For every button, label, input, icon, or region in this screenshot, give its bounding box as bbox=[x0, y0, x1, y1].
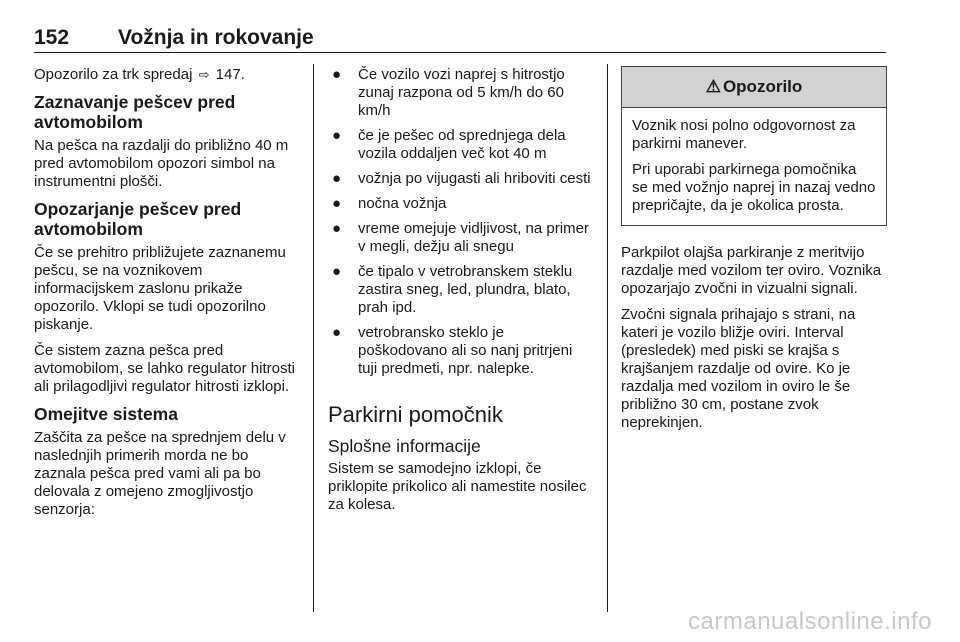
watermark: carmanualsonline.info bbox=[688, 608, 932, 635]
list-item bbox=[328, 195, 594, 213]
warning-triangle-icon: ⚠ bbox=[705, 77, 721, 96]
bullet-icon: ● bbox=[332, 263, 342, 280]
column-divider bbox=[607, 64, 608, 612]
paragraph: Parkpilot olajša parkiranje z meritvijo razdalje med vozilom ter oviro. Voznika opozarjajo zvočni in vizualni signali. bbox=[621, 244, 882, 297]
paragraph: Voznik nosi polno odgovornost za parkirni manever. bbox=[632, 117, 856, 152]
section-heading: Omejitve sistema bbox=[34, 404, 178, 424]
list-item-text: Če vozilo vozi naprej s hitrostjo zunaj razpona od 5 km/h do 60 km/h bbox=[358, 66, 565, 119]
paragraph: Na pešca na razdalji do približno 40 m pred avtomobilom opozori simbol na instrumentni plošči. bbox=[34, 137, 289, 190]
section-title: Parkirni pomočnik bbox=[328, 402, 503, 427]
list-item bbox=[328, 66, 594, 120]
list-item-text: nočna vožnja bbox=[358, 195, 447, 212]
column-2 bbox=[328, 66, 594, 522]
list-item bbox=[328, 263, 594, 317]
bullet-icon: ● bbox=[332, 66, 342, 83]
bullet-icon: ● bbox=[332, 170, 342, 187]
warning-box bbox=[621, 66, 887, 226]
bullet-list bbox=[328, 66, 594, 378]
paragraph: Zaščita za pešce na sprednjem delu v naslednjih primerih morda ne bo zaznala pešca pred vami ali pa bo delovala z omejeno zmogljivostjo senzorja: bbox=[34, 429, 286, 518]
list-item-text: če tipalo v vetrobranskem steklu zastira sneg, led, plundra, blato, prah ipd. bbox=[358, 263, 573, 316]
page-header bbox=[34, 22, 886, 53]
page-title: Vožnja in rokovanje bbox=[118, 26, 314, 49]
section-heading: Zaznavanje pešcev pred avtomobilom bbox=[34, 92, 236, 132]
list-item-text: vožnja po vijugasti ali hriboviti cesti bbox=[358, 170, 591, 187]
bullet-icon: ● bbox=[332, 324, 342, 341]
paragraph: Pri uporabi parkirnega pomočnika se med vožnjo naprej in nazaj vedno prepričajte, da je okolica prosta. bbox=[632, 161, 876, 214]
column-1 bbox=[34, 66, 300, 527]
list-item-text: vetrobransko steklo je poškodovano ali so nanj pritrjeni tuji predmeti, npr. nalepke. bbox=[358, 324, 573, 377]
section-heading: Opozarjanje pešcev pred avtomobilom bbox=[34, 199, 242, 239]
paragraph: Če se prehitro približujete zaznanemu pešcu, se na voznikovem informacijskem zaslonu prikaže opozorilo. Vklopi se tudi opozorilno piskanje. bbox=[34, 244, 286, 333]
cross-reference-link[interactable]: 147. bbox=[215, 66, 245, 83]
paragraph: Če sistem zazna pešca pred avtomobilom, se lahko regulator hitrosti ali prilagodljivi regulator hitrosti izklopi. bbox=[34, 342, 295, 395]
arrow-right-icon: ⇨ bbox=[198, 67, 210, 82]
warning-header bbox=[622, 67, 886, 108]
column-3 bbox=[621, 66, 887, 440]
list-item bbox=[328, 170, 594, 188]
list-item bbox=[328, 220, 594, 256]
bullet-icon: ● bbox=[332, 127, 342, 144]
subsection-title: Splošne informacije bbox=[328, 436, 481, 456]
bullet-icon: ● bbox=[332, 195, 342, 212]
page-number: 152 bbox=[34, 26, 70, 49]
list-item-text: če je pešec od sprednjega dela vozila oddaljen več kot 40 m bbox=[358, 127, 566, 162]
column-divider bbox=[313, 64, 314, 612]
list-item-text: vreme omejuje vidljivost, na primer v megli, dežju ali snegu bbox=[358, 220, 589, 255]
warning-title: Opozorilo bbox=[722, 77, 803, 96]
paragraph: Zvočni signala prihajajo s strani, na kateri je vozilo bližje oviri. Interval (presledek) med piski se krajša s krajšanjem razdalje od ovire. Ko je razdalja med vozilom in oviro le še približno 30 cm, postane zvok neprekinjen. bbox=[621, 306, 856, 431]
list-item bbox=[328, 127, 594, 163]
list-item bbox=[328, 324, 594, 378]
cross-reference-text: Opozorilo za trk spredaj bbox=[34, 66, 193, 83]
warning-body bbox=[622, 108, 886, 225]
bullet-icon: ● bbox=[332, 220, 342, 237]
paragraph: Sistem se samodejno izklopi, če priklopite prikolico ali namestite nosilec za kolesa. bbox=[328, 460, 587, 513]
cross-reference bbox=[34, 66, 300, 84]
